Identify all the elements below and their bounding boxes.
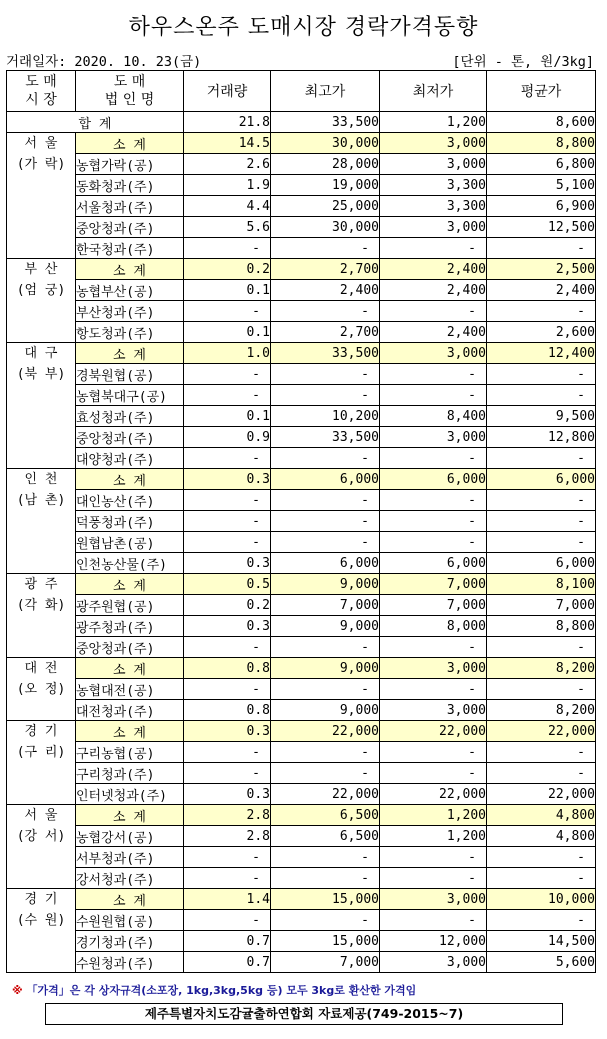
header-company-line2: 법 인 명 bbox=[104, 92, 155, 108]
avg-price-cell: - bbox=[487, 679, 596, 700]
max-price-cell: - bbox=[271, 301, 380, 322]
max-price-cell: 6,500 bbox=[271, 826, 380, 847]
header-market-line1: 도 매 bbox=[25, 74, 57, 90]
table-row bbox=[7, 742, 596, 763]
min-price-cell: 3,000 bbox=[380, 343, 487, 364]
min-price-cell: - bbox=[380, 448, 487, 469]
volume-cell: - bbox=[184, 910, 271, 931]
max-price-cell: 33,500 bbox=[271, 343, 380, 364]
table-row bbox=[7, 553, 596, 574]
company-cell: 대인농산(주) bbox=[76, 490, 184, 511]
company-cell: 강서청과(주) bbox=[76, 868, 184, 889]
table-row bbox=[7, 490, 596, 511]
avg-price-cell: 6,900 bbox=[487, 196, 596, 217]
avg-price-cell: 7,000 bbox=[487, 595, 596, 616]
company-cell: 원협남촌(공) bbox=[76, 532, 184, 553]
company-cell: 서부청과(주) bbox=[76, 847, 184, 868]
max-price-cell: - bbox=[271, 385, 380, 406]
avg-price-cell: - bbox=[487, 385, 596, 406]
min-price-cell: 2,400 bbox=[380, 322, 487, 343]
volume-cell: 0.1 bbox=[184, 322, 271, 343]
min-price-cell: 3,000 bbox=[380, 700, 487, 721]
header-market-line2: 시 장 bbox=[25, 92, 57, 108]
max-price-cell: 33,500 bbox=[271, 427, 380, 448]
company-cell: 수원원협(공) bbox=[76, 910, 184, 931]
volume-cell: 0.8 bbox=[184, 700, 271, 721]
max-price-cell: 30,000 bbox=[271, 133, 380, 154]
subtotal-row bbox=[7, 469, 596, 490]
unit-note: [단위 - 톤, 원/3kg] bbox=[452, 54, 594, 70]
table-row bbox=[7, 175, 596, 196]
volume-cell: 0.7 bbox=[184, 931, 271, 952]
avg-price-cell: - bbox=[487, 910, 596, 931]
min-price-cell: 2,400 bbox=[380, 280, 487, 301]
company-cell: 농협부산(공) bbox=[76, 280, 184, 301]
max-price-cell: 6,500 bbox=[271, 805, 380, 826]
volume-cell: 1.4 bbox=[184, 889, 271, 910]
market-sub: (수 원) bbox=[16, 913, 66, 928]
total-max: 33,500 bbox=[271, 112, 380, 133]
volume-cell: - bbox=[184, 637, 271, 658]
market-sub: (엄 궁) bbox=[16, 283, 66, 298]
avg-price-cell: 6,800 bbox=[487, 154, 596, 175]
min-price-cell: - bbox=[380, 847, 487, 868]
avg-price-cell: 10,000 bbox=[487, 889, 596, 910]
max-price-cell: 2,400 bbox=[271, 280, 380, 301]
max-price-cell: 10,200 bbox=[271, 406, 380, 427]
min-price-cell: - bbox=[380, 763, 487, 784]
max-price-cell: 9,000 bbox=[271, 658, 380, 679]
avg-price-cell: - bbox=[487, 490, 596, 511]
avg-price-cell: 6,000 bbox=[487, 469, 596, 490]
min-price-cell: - bbox=[380, 742, 487, 763]
min-price-cell: 3,000 bbox=[380, 133, 487, 154]
max-price-cell: 2,700 bbox=[271, 259, 380, 280]
avg-price-cell: 2,400 bbox=[487, 280, 596, 301]
table-row bbox=[7, 784, 596, 805]
company-cell: 항도청과(주) bbox=[76, 322, 184, 343]
volume-cell: 4.4 bbox=[184, 196, 271, 217]
company-cell: 구리청과(주) bbox=[76, 763, 184, 784]
avg-price-cell: - bbox=[487, 742, 596, 763]
market-sub: (남 촌) bbox=[16, 493, 66, 508]
market-sub: (오 정) bbox=[16, 682, 66, 697]
subtotal-row bbox=[7, 574, 596, 595]
market-sub: (각 화) bbox=[16, 598, 66, 613]
table-row bbox=[7, 847, 596, 868]
market-cell bbox=[7, 721, 76, 805]
max-price-cell: - bbox=[271, 448, 380, 469]
min-price-cell: - bbox=[380, 238, 487, 259]
company-cell: 서울청과(주) bbox=[76, 196, 184, 217]
source-footer: 제주특별자치도감귤출하연합회 자료제공(749-2015~7) bbox=[45, 1003, 563, 1025]
market-name: 서 울 bbox=[24, 808, 58, 823]
min-price-cell: 1,200 bbox=[380, 826, 487, 847]
company-cell: 농협강서(공) bbox=[76, 826, 184, 847]
company-cell: 경북원협(공) bbox=[76, 364, 184, 385]
volume-cell: - bbox=[184, 742, 271, 763]
volume-cell: 0.7 bbox=[184, 952, 271, 973]
company-cell: 소 계 bbox=[76, 469, 184, 490]
max-price-cell: - bbox=[271, 742, 380, 763]
volume-cell: 1.0 bbox=[184, 343, 271, 364]
min-price-cell: 3,000 bbox=[380, 952, 487, 973]
max-price-cell: - bbox=[271, 532, 380, 553]
min-price-cell: 8,400 bbox=[380, 406, 487, 427]
company-cell: 효성청과(주) bbox=[76, 406, 184, 427]
min-price-cell: 3,300 bbox=[380, 175, 487, 196]
company-cell: 소 계 bbox=[76, 343, 184, 364]
market-name: 부 산 bbox=[24, 262, 58, 277]
max-price-cell: 22,000 bbox=[271, 784, 380, 805]
avg-price-cell: 8,800 bbox=[487, 133, 596, 154]
volume-cell: 14.5 bbox=[184, 133, 271, 154]
min-price-cell: - bbox=[380, 364, 487, 385]
subtotal-row bbox=[7, 259, 596, 280]
min-price-cell: 3,000 bbox=[380, 217, 487, 238]
volume-cell: 0.9 bbox=[184, 427, 271, 448]
max-price-cell: 30,000 bbox=[271, 217, 380, 238]
min-price-cell: 22,000 bbox=[380, 721, 487, 742]
company-cell: 농협대전(공) bbox=[76, 679, 184, 700]
table-row bbox=[7, 616, 596, 637]
header-company-line1: 도 매 bbox=[113, 74, 146, 90]
min-price-cell: 22,000 bbox=[380, 784, 487, 805]
note-mark: ※ bbox=[12, 984, 23, 997]
company-cell: 소 계 bbox=[76, 889, 184, 910]
table-row bbox=[7, 910, 596, 931]
header-volume: 거래량 bbox=[184, 71, 271, 112]
price-table bbox=[6, 70, 596, 973]
max-price-cell: 6,000 bbox=[271, 469, 380, 490]
company-cell: 소 계 bbox=[76, 133, 184, 154]
header-avg: 평균가 bbox=[487, 71, 596, 112]
volume-cell: 5.6 bbox=[184, 217, 271, 238]
note-text: 「가격」은 각 상자규격(소포장, 1kg,3kg,5kg 등) 모두 3kg로 환산한 가격임 bbox=[26, 984, 417, 997]
volume-cell: - bbox=[184, 847, 271, 868]
volume-cell: 0.8 bbox=[184, 658, 271, 679]
avg-price-cell: 8,800 bbox=[487, 616, 596, 637]
min-price-cell: 3,000 bbox=[380, 658, 487, 679]
min-price-cell: 3,300 bbox=[380, 196, 487, 217]
volume-cell: - bbox=[184, 679, 271, 700]
max-price-cell: - bbox=[271, 868, 380, 889]
min-price-cell: 6,000 bbox=[380, 553, 487, 574]
header-company bbox=[76, 71, 184, 112]
min-price-cell: - bbox=[380, 910, 487, 931]
min-price-cell: - bbox=[380, 301, 487, 322]
table-row bbox=[7, 637, 596, 658]
header-row bbox=[7, 71, 596, 112]
company-cell: 소 계 bbox=[76, 574, 184, 595]
company-cell: 인천농산물(주) bbox=[76, 553, 184, 574]
volume-cell: - bbox=[184, 532, 271, 553]
trade-date: 거래일자: 2020. 10. 23(금) bbox=[6, 54, 202, 70]
market-cell bbox=[7, 133, 76, 259]
market-cell bbox=[7, 658, 76, 721]
min-price-cell: - bbox=[380, 532, 487, 553]
max-price-cell: 7,000 bbox=[271, 952, 380, 973]
table-row bbox=[7, 700, 596, 721]
table-body bbox=[7, 112, 596, 973]
avg-price-cell: - bbox=[487, 532, 596, 553]
volume-cell: - bbox=[184, 364, 271, 385]
avg-price-cell: - bbox=[487, 364, 596, 385]
market-name: 서 울 bbox=[24, 136, 58, 151]
company-cell: 소 계 bbox=[76, 805, 184, 826]
price-note bbox=[12, 982, 416, 998]
volume-cell: - bbox=[184, 385, 271, 406]
subtotal-row bbox=[7, 658, 596, 679]
avg-price-cell: - bbox=[487, 301, 596, 322]
table-row bbox=[7, 952, 596, 973]
avg-price-cell: - bbox=[487, 238, 596, 259]
table-row bbox=[7, 448, 596, 469]
table-row bbox=[7, 427, 596, 448]
market-name: 대 구 bbox=[24, 346, 58, 361]
table-row bbox=[7, 217, 596, 238]
table-row bbox=[7, 679, 596, 700]
avg-price-cell: 2,600 bbox=[487, 322, 596, 343]
info-row bbox=[6, 48, 594, 68]
company-cell: 수원청과(주) bbox=[76, 952, 184, 973]
volume-cell: - bbox=[184, 301, 271, 322]
avg-price-cell: 14,500 bbox=[487, 931, 596, 952]
max-price-cell: 28,000 bbox=[271, 154, 380, 175]
min-price-cell: 2,400 bbox=[380, 259, 487, 280]
table-row bbox=[7, 763, 596, 784]
max-price-cell: 9,000 bbox=[271, 616, 380, 637]
volume-cell: 0.2 bbox=[184, 259, 271, 280]
avg-price-cell: 8,100 bbox=[487, 574, 596, 595]
market-sub: (강 서) bbox=[16, 829, 66, 844]
company-cell: 동화청과(주) bbox=[76, 175, 184, 196]
min-price-cell: 6,000 bbox=[380, 469, 487, 490]
volume-cell: - bbox=[184, 490, 271, 511]
table-row bbox=[7, 196, 596, 217]
company-cell: 중앙청과(주) bbox=[76, 427, 184, 448]
market-cell bbox=[7, 574, 76, 658]
avg-price-cell: 5,100 bbox=[487, 175, 596, 196]
market-sub: (가 락) bbox=[16, 157, 66, 172]
min-price-cell: - bbox=[380, 637, 487, 658]
company-cell: 농협가락(공) bbox=[76, 154, 184, 175]
total-row bbox=[7, 112, 596, 133]
volume-cell: - bbox=[184, 448, 271, 469]
volume-cell: - bbox=[184, 868, 271, 889]
table-row bbox=[7, 868, 596, 889]
avg-price-cell: 4,800 bbox=[487, 826, 596, 847]
company-cell: 경기청과(주) bbox=[76, 931, 184, 952]
avg-price-cell: 2,500 bbox=[487, 259, 596, 280]
market-sub: (구 리) bbox=[16, 745, 66, 760]
min-price-cell: 7,000 bbox=[380, 574, 487, 595]
avg-price-cell: 5,600 bbox=[487, 952, 596, 973]
company-cell: 인터넷청과(주) bbox=[76, 784, 184, 805]
market-name: 경 기 bbox=[24, 892, 58, 907]
market-name: 대 전 bbox=[24, 661, 58, 676]
company-cell: 소 계 bbox=[76, 658, 184, 679]
subtotal-row bbox=[7, 721, 596, 742]
table-row bbox=[7, 238, 596, 259]
company-cell: 광주원협(공) bbox=[76, 595, 184, 616]
max-price-cell: - bbox=[271, 763, 380, 784]
volume-cell: 0.2 bbox=[184, 595, 271, 616]
max-price-cell: 25,000 bbox=[271, 196, 380, 217]
max-price-cell: 15,000 bbox=[271, 931, 380, 952]
market-cell bbox=[7, 259, 76, 343]
subtotal-row bbox=[7, 133, 596, 154]
volume-cell: 2.8 bbox=[184, 826, 271, 847]
table-row bbox=[7, 931, 596, 952]
table-row bbox=[7, 406, 596, 427]
header-market bbox=[7, 71, 76, 112]
company-cell: 중앙청과(주) bbox=[76, 637, 184, 658]
avg-price-cell: 12,400 bbox=[487, 343, 596, 364]
min-price-cell: - bbox=[380, 679, 487, 700]
min-price-cell: 1,200 bbox=[380, 805, 487, 826]
max-price-cell: - bbox=[271, 637, 380, 658]
avg-price-cell: 8,200 bbox=[487, 658, 596, 679]
volume-cell: 1.9 bbox=[184, 175, 271, 196]
table-row bbox=[7, 280, 596, 301]
company-cell: 구리농협(공) bbox=[76, 742, 184, 763]
max-price-cell: 15,000 bbox=[271, 889, 380, 910]
volume-cell: 2.8 bbox=[184, 805, 271, 826]
max-price-cell: - bbox=[271, 511, 380, 532]
avg-price-cell: 8,200 bbox=[487, 700, 596, 721]
company-cell: 농협북대구(공) bbox=[76, 385, 184, 406]
avg-price-cell: - bbox=[487, 637, 596, 658]
company-cell: 대양청과(주) bbox=[76, 448, 184, 469]
min-price-cell: 8,000 bbox=[380, 616, 487, 637]
min-price-cell: - bbox=[380, 511, 487, 532]
table-row bbox=[7, 595, 596, 616]
avg-price-cell: 4,800 bbox=[487, 805, 596, 826]
volume-cell: - bbox=[184, 511, 271, 532]
table-row bbox=[7, 826, 596, 847]
max-price-cell: - bbox=[271, 847, 380, 868]
avg-price-cell: - bbox=[487, 763, 596, 784]
market-name: 광 주 bbox=[24, 577, 58, 592]
avg-price-cell: 6,000 bbox=[487, 553, 596, 574]
company-cell: 대전청과(주) bbox=[76, 700, 184, 721]
max-price-cell: - bbox=[271, 238, 380, 259]
market-name: 경 기 bbox=[24, 724, 58, 739]
total-avg: 8,600 bbox=[487, 112, 596, 133]
table-row bbox=[7, 301, 596, 322]
min-price-cell: - bbox=[380, 490, 487, 511]
avg-price-cell: - bbox=[487, 847, 596, 868]
table-row bbox=[7, 511, 596, 532]
min-price-cell: 3,000 bbox=[380, 889, 487, 910]
volume-cell: 0.1 bbox=[184, 406, 271, 427]
avg-price-cell: 12,500 bbox=[487, 217, 596, 238]
table-row bbox=[7, 322, 596, 343]
company-cell: 소 계 bbox=[76, 259, 184, 280]
market-cell bbox=[7, 343, 76, 469]
volume-cell: 0.3 bbox=[184, 616, 271, 637]
avg-price-cell: 22,000 bbox=[487, 784, 596, 805]
volume-cell: - bbox=[184, 238, 271, 259]
market-cell bbox=[7, 805, 76, 889]
max-price-cell: 6,000 bbox=[271, 553, 380, 574]
company-cell: 부산청과(주) bbox=[76, 301, 184, 322]
avg-price-cell: 22,000 bbox=[487, 721, 596, 742]
table-row bbox=[7, 532, 596, 553]
subtotal-row bbox=[7, 889, 596, 910]
max-price-cell: 22,000 bbox=[271, 721, 380, 742]
max-price-cell: 9,000 bbox=[271, 700, 380, 721]
subtotal-row bbox=[7, 805, 596, 826]
total-min: 1,200 bbox=[380, 112, 487, 133]
table-row bbox=[7, 385, 596, 406]
company-cell: 덕풍청과(주) bbox=[76, 511, 184, 532]
avg-price-cell: 9,500 bbox=[487, 406, 596, 427]
min-price-cell: 3,000 bbox=[380, 154, 487, 175]
page-title: 하우스온주 도매시장 경락가격동향 bbox=[128, 15, 479, 40]
min-price-cell: 12,000 bbox=[380, 931, 487, 952]
avg-price-cell: - bbox=[487, 448, 596, 469]
volume-cell: 0.3 bbox=[184, 784, 271, 805]
market-cell bbox=[7, 469, 76, 574]
max-price-cell: - bbox=[271, 910, 380, 931]
total-volume: 21.8 bbox=[184, 112, 271, 133]
avg-price-cell: - bbox=[487, 511, 596, 532]
max-price-cell: 2,700 bbox=[271, 322, 380, 343]
max-price-cell: - bbox=[271, 364, 380, 385]
total-label: 합 계 bbox=[7, 112, 184, 133]
max-price-cell: 9,000 bbox=[271, 574, 380, 595]
header-min: 최저가 bbox=[380, 71, 487, 112]
market-sub: (북 부) bbox=[16, 367, 66, 382]
market-name: 인 천 bbox=[24, 472, 58, 487]
max-price-cell: - bbox=[271, 679, 380, 700]
max-price-cell: 19,000 bbox=[271, 175, 380, 196]
header-max: 최고가 bbox=[271, 71, 380, 112]
company-cell: 중앙청과(주) bbox=[76, 217, 184, 238]
avg-price-cell: - bbox=[487, 868, 596, 889]
max-price-cell: 7,000 bbox=[271, 595, 380, 616]
min-price-cell: - bbox=[380, 385, 487, 406]
max-price-cell: - bbox=[271, 490, 380, 511]
min-price-cell: 3,000 bbox=[380, 427, 487, 448]
volume-cell: 2.6 bbox=[184, 154, 271, 175]
volume-cell: 0.5 bbox=[184, 574, 271, 595]
company-cell: 소 계 bbox=[76, 721, 184, 742]
table-row bbox=[7, 364, 596, 385]
volume-cell: 0.3 bbox=[184, 721, 271, 742]
volume-cell: 0.1 bbox=[184, 280, 271, 301]
volume-cell: 0.3 bbox=[184, 469, 271, 490]
min-price-cell: 7,000 bbox=[380, 595, 487, 616]
volume-cell: 0.3 bbox=[184, 553, 271, 574]
company-cell: 한국청과(주) bbox=[76, 238, 184, 259]
table-row bbox=[7, 154, 596, 175]
min-price-cell: - bbox=[380, 868, 487, 889]
subtotal-row bbox=[7, 343, 596, 364]
avg-price-cell: 12,800 bbox=[487, 427, 596, 448]
company-cell: 광주청과(주) bbox=[76, 616, 184, 637]
volume-cell: - bbox=[184, 763, 271, 784]
market-cell bbox=[7, 889, 76, 973]
